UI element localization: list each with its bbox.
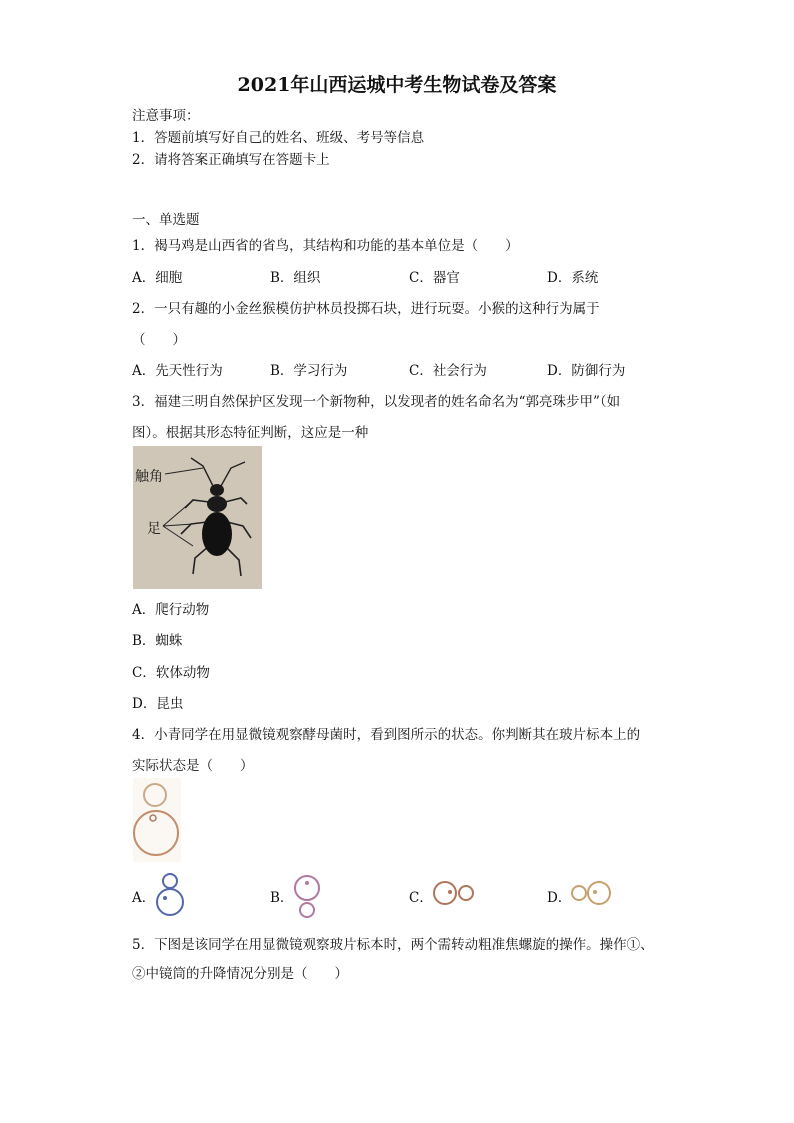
q5-stem-line1: 5．下图是该同学在用显微镜观察玻片标本时，两个需转动粗准焦螺旋的操作。操作①、	[132, 937, 654, 953]
q3-option-d: D．昆虫	[132, 696, 184, 712]
q2-option-b: B．学习行为	[270, 363, 348, 379]
q3-option-c: C．软体动物	[132, 665, 210, 681]
q1-option-a: A．细胞	[132, 270, 183, 286]
q5-stem-line2: ②中镜筒的升降情况分别是（ ）	[132, 966, 348, 982]
notes-item-2: 2．请将答案正确填写在答题卡上	[132, 152, 330, 168]
q4-option-b-image	[294, 872, 320, 918]
section-heading: 一、单选题	[132, 212, 200, 228]
q4-stem-line1: 4．小青同学在用显微镜观察酵母菌时，看到图所示的状态。你判断其在玻片标本上的	[132, 727, 641, 743]
q3-option-b: B．蜘蛛	[132, 633, 183, 649]
q4-stem-line2: 实际状态是（ ）	[132, 758, 254, 774]
yeast-figure	[133, 778, 181, 862]
q3-option-a: A．爬行动物	[132, 602, 210, 618]
q2-stem-line1: 2．一只有趣的小金丝猴模仿护林员投掷石块，进行玩耍。小猴的这种行为属于	[132, 301, 600, 317]
yeast-cell-illustration	[133, 778, 181, 862]
q1-option-d: D．系统	[547, 270, 599, 286]
q1-option-b: B．组织	[270, 270, 321, 286]
q4-option-c: C．	[409, 890, 433, 906]
q4-option-d: D．	[547, 890, 572, 906]
q4-option-d-image	[569, 880, 613, 906]
q2-option-a: A．先天性行为	[132, 363, 223, 379]
q1-stem: 1．褐马鸡是山西省的省鸟，其结构和功能的基本单位是（ ）	[132, 238, 519, 254]
page-title: 2021年山西运城中考生物试卷及答案	[237, 74, 557, 96]
notes-heading: 注意事项：	[132, 108, 200, 124]
q4-option-b: B．	[270, 890, 294, 906]
notes-item-1: 1．答题前填写好自己的姓名、班级、考号等信息	[132, 130, 425, 146]
figure-label-antenna: 触角	[135, 469, 163, 485]
figure-label-leg: 足	[147, 521, 161, 537]
q2-stem-line2: （ ）	[132, 332, 186, 348]
q2-option-c: C．社会行为	[409, 363, 487, 379]
q1-option-c: C．器官	[409, 270, 460, 286]
q4-option-a-image	[156, 872, 184, 918]
q3-stem-line2: 图）。根据其形态特征判断，这应是一种	[132, 425, 369, 441]
q2-option-d: D．防御行为	[547, 363, 626, 379]
beetle-figure	[133, 446, 262, 589]
q4-option-a: A．	[132, 890, 156, 906]
q3-stem-line1: 3．福建三明自然保护区发现一个新物种，以发现者的姓名命名为“郭亮珠步甲”（如	[132, 394, 621, 410]
q4-option-c-image	[432, 880, 476, 906]
